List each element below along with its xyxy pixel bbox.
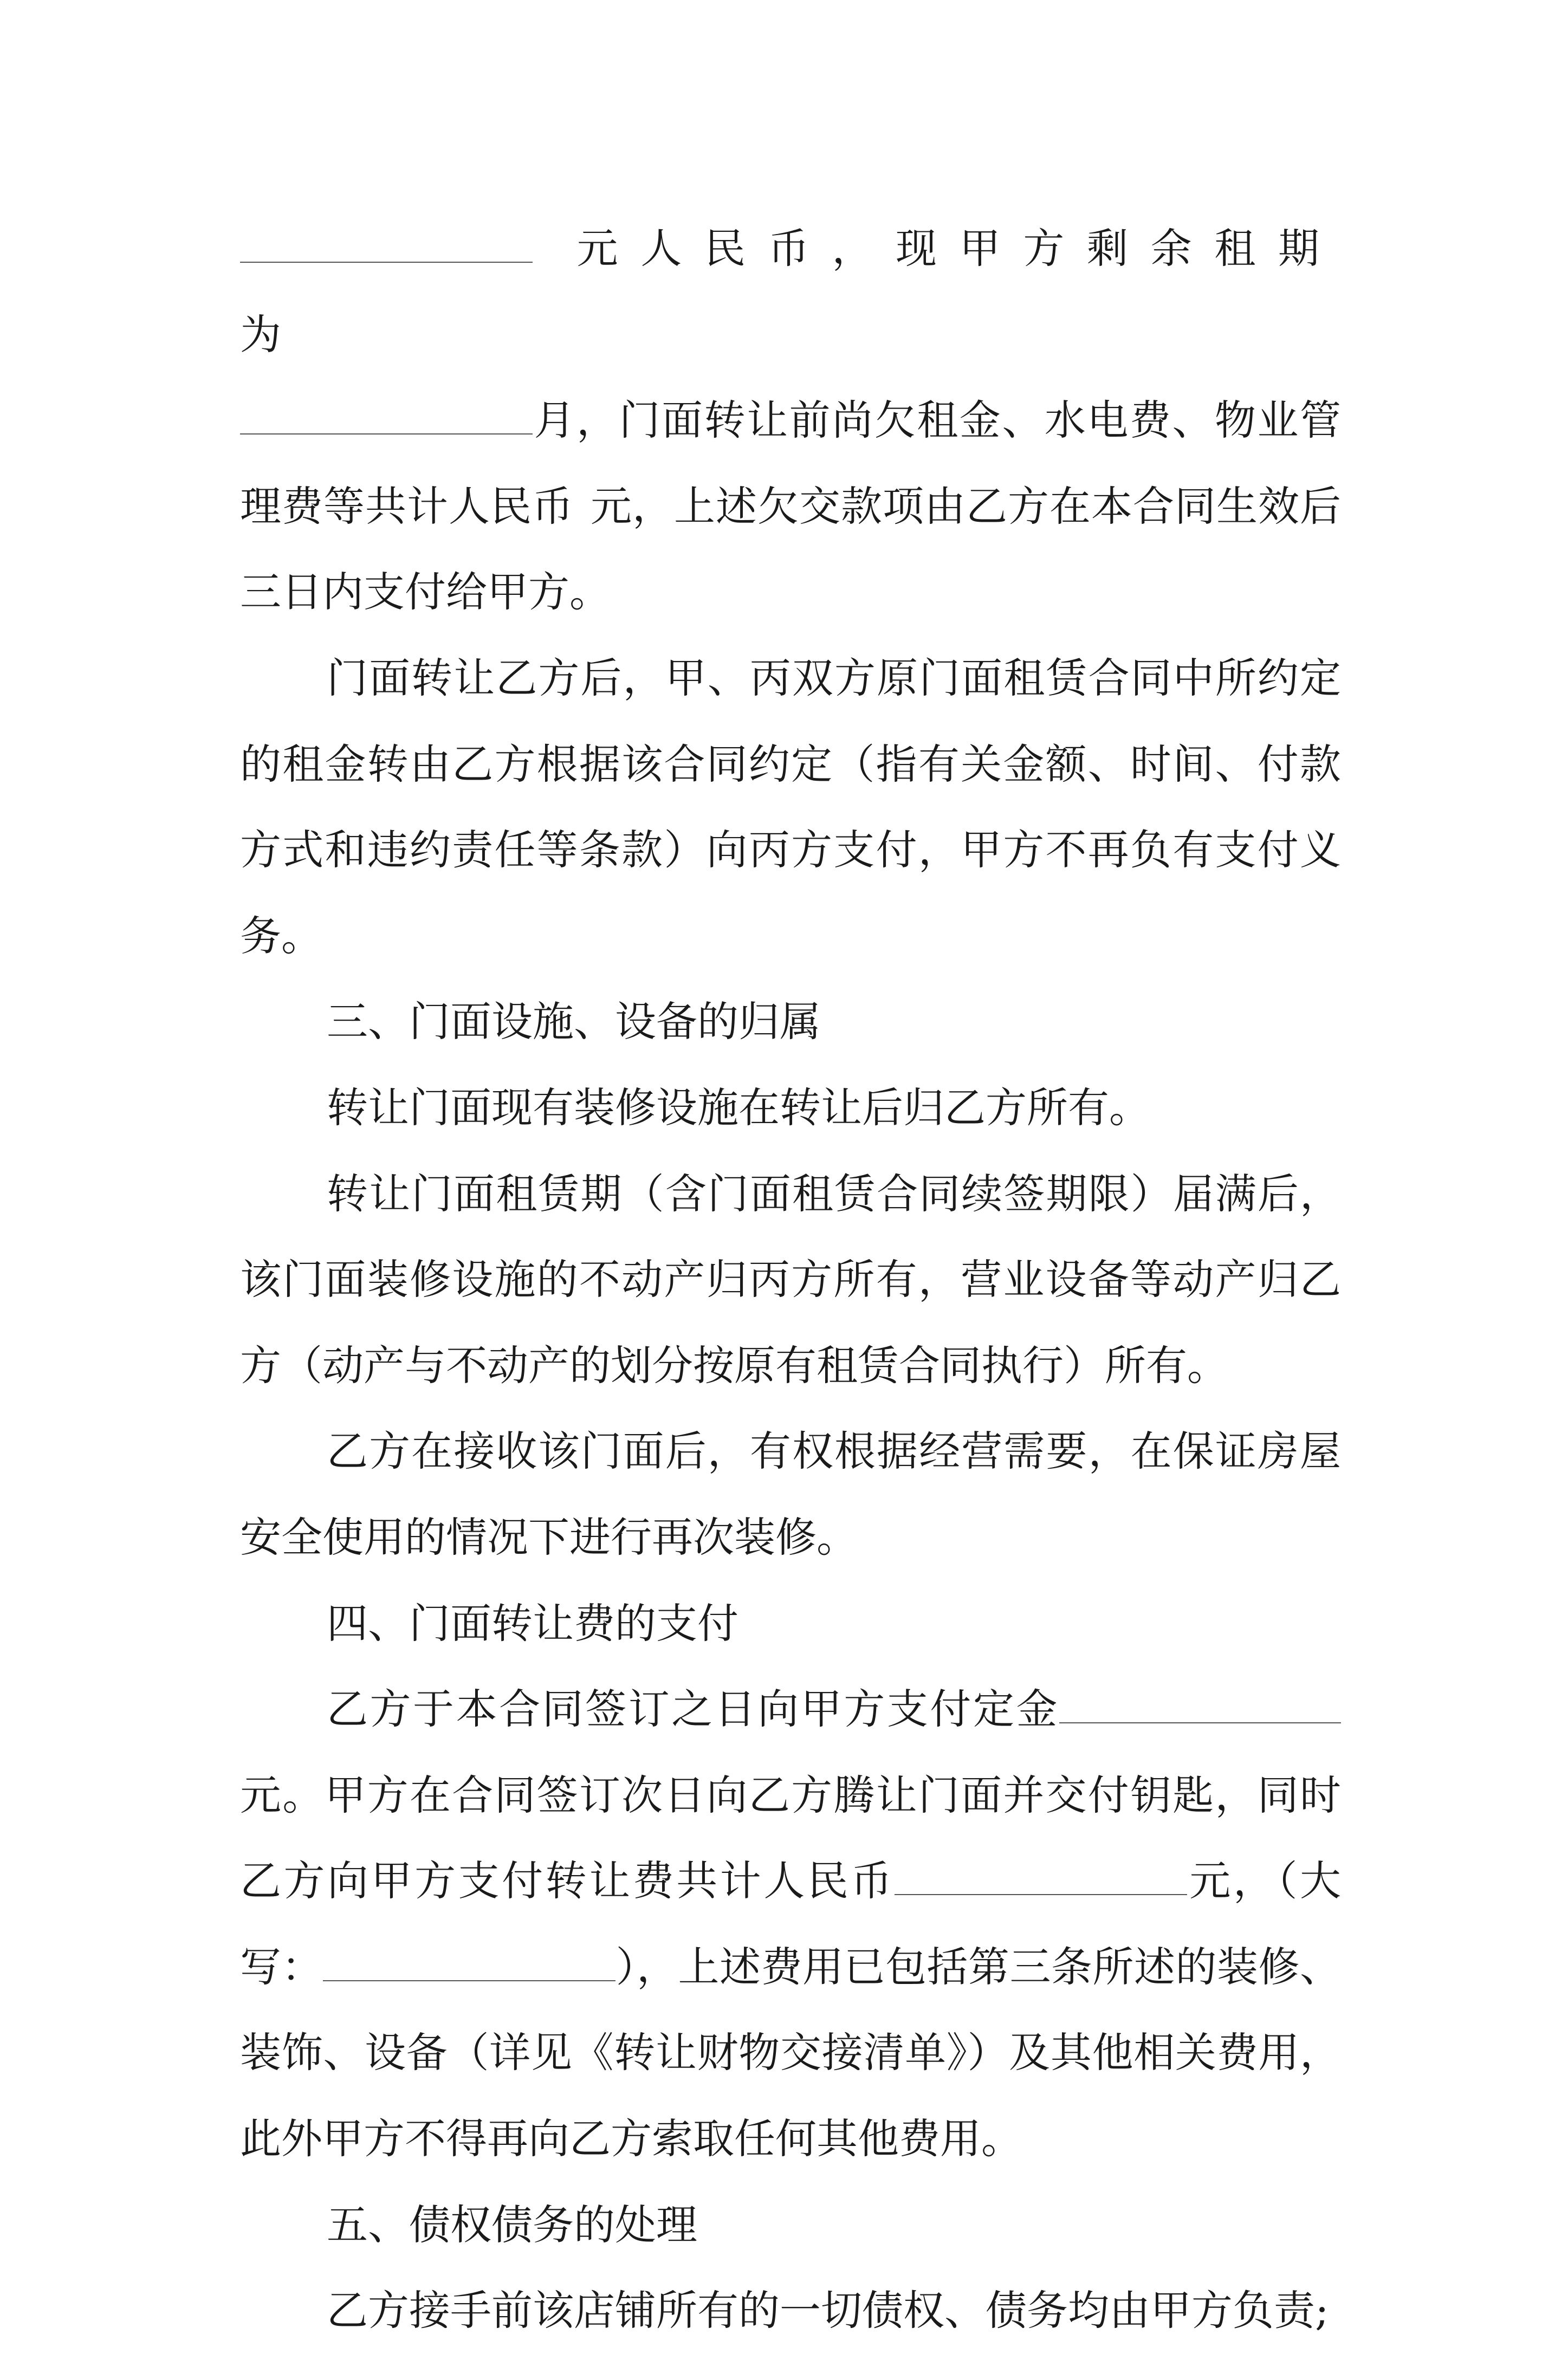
fee-text-b: 元。甲方在合同签订次日向乙方腾让门面并交付钥匙，同时乙方向甲方支付转让费共计人民币 xyxy=(240,1771,1341,1905)
paragraph-renovation: 乙方在接收该门面后，有权根据经营需要，在保证房屋安全使用的情况下进行再次装修。 xyxy=(240,1427,1341,1561)
fee-text-c: 元，（大写： xyxy=(240,1857,1342,1991)
section-heading-3: 三、门面设施、设备的归属 xyxy=(327,997,821,1046)
rent-text-b: 月，门面转让前尚欠租金、水电费、物业管理费等共计人民币 xyxy=(240,396,1341,530)
paragraph-transfer-fee xyxy=(240,1666,1341,2182)
blank-deposit xyxy=(1059,1690,1341,1723)
fee-text-d: ），上述费用已包括第三条所述的装修、装饰、设备（详见《转让财物交接清单》）及其他相关费用，此外甲方不得再向乙方索取任何其他费用。 xyxy=(240,1942,1341,2163)
paragraph-facilities-ownership: 转让门面现有装修设施在转让后归乙方所有。 xyxy=(327,1083,1150,1132)
paragraph-debts: 乙方接手前该店铺所有的一切债权、债务均由甲方负责; xyxy=(327,2286,1329,2335)
blank-amount-in-words xyxy=(323,1948,615,1981)
paragraph-lease-expiry: 转让门面租赁期（含门面租赁合同续签期限）届满后，该门面装修设施的不动产归丙方所有，营业设备等动产归乙方（动产与不动产的划分按原有租赁合同执行）所有。 xyxy=(240,1169,1341,1390)
blank-transfer-fee xyxy=(895,1862,1187,1895)
section-heading-4: 四、门面转让费的支付 xyxy=(327,1599,738,1648)
paragraph-rent-arrears xyxy=(240,206,1341,635)
section-heading-5: 五、债权债务的处理 xyxy=(327,2200,697,2249)
paragraph-rent-transfer: 门面转让乙方后，甲、丙双方原门面租赁合同中所约定的租金转由乙方根据该合同约定（指有关金额、时间、付款方式和违约责任等条款）向丙方支付，甲方不再负有支付义务。 xyxy=(240,653,1341,960)
rent-text-a: 元人民币，现甲方剩余租期为 xyxy=(240,224,1341,359)
fee-text-a: 乙方于本合同签订之日向甲方支付定金 xyxy=(327,1685,1059,1734)
blank-months xyxy=(240,401,533,435)
contract-body xyxy=(240,206,1341,2354)
blank-remaining-rent xyxy=(240,229,533,263)
rent-text-c: 元，上述欠交款项由乙方在本合同生效后三日内支付给甲方。 xyxy=(240,482,1341,617)
